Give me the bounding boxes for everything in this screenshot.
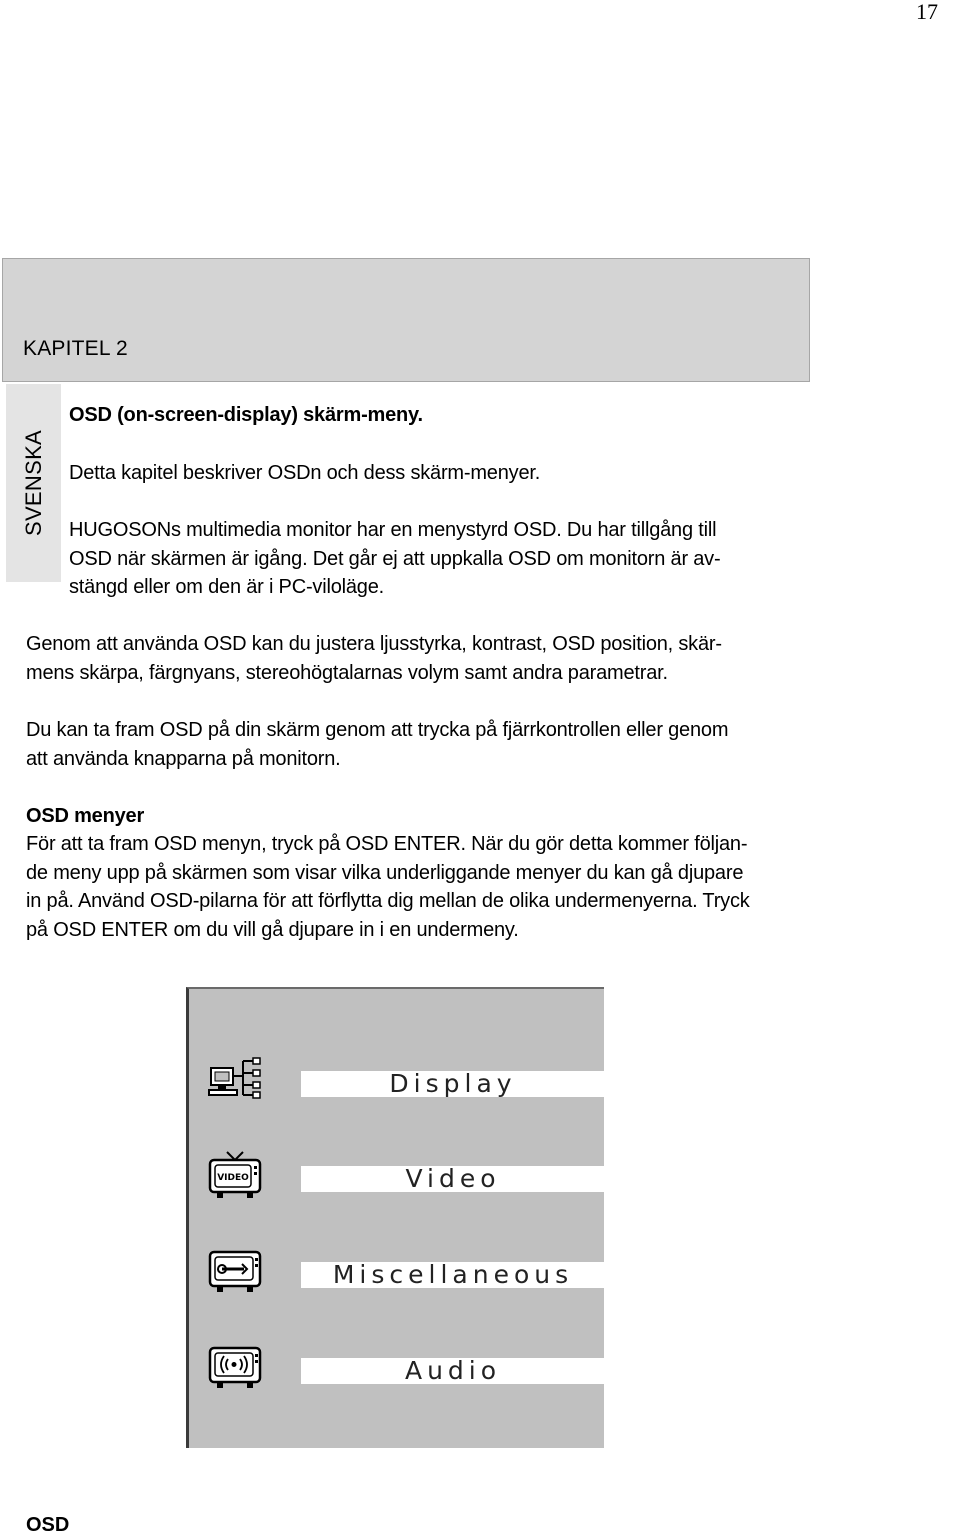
text-line: Genom att använda OSD kan du justera ljusstyrka, kontrast, OSD position, skär- <box>26 633 722 655</box>
paragraph-access <box>26 716 728 773</box>
footer-osd-label: OSD <box>26 1514 70 1536</box>
language-tab <box>6 384 61 582</box>
language-label: SVENSKA <box>20 429 46 537</box>
osd-bar-audio: Audio <box>301 1358 605 1384</box>
text-line: in på. Använd OSD-pilarna för att förflytta dig mellan de olika undermenyerna. Tryck <box>26 890 750 912</box>
tools-monitor-icon <box>207 1246 265 1298</box>
osd-menu-item-miscellaneous <box>207 1246 603 1298</box>
display-network-icon <box>207 1055 265 1107</box>
chapter-header <box>2 258 810 382</box>
page-number: 17 <box>916 0 938 24</box>
osd-menu-item-video <box>207 1150 603 1202</box>
text-line: HUGOSONs multimedia monitor har en menystyrd OSD. Du har tillgång till <box>69 519 717 541</box>
paragraph-osd-enter <box>26 830 750 944</box>
text-line: OSD när skärmen är igång. Det går ej att uppkalla OSD om monitorn är av- <box>69 547 721 570</box>
section-title: OSD (on-screen-display) skärm-meny. <box>69 404 423 426</box>
osd-bar-miscellaneous: Miscellaneous <box>301 1262 605 1288</box>
text-line: mens skärpa, färgnyans, stereohögtalarnas volym samt andra parametrar. <box>26 661 668 684</box>
osd-bar-display: Display <box>301 1071 605 1097</box>
text-line: att använda knapparna på monitorn. <box>26 747 341 770</box>
text-line: på OSD ENTER om du vill gå djupare in i en undermeny. <box>26 918 519 941</box>
paragraph-adjustments <box>26 630 722 687</box>
osd-menus-heading: OSD menyer <box>26 805 145 827</box>
audio-speaker-icon <box>207 1342 265 1394</box>
osd-menu-illustration <box>186 987 604 1448</box>
text-line: de meny upp på skärmen som visar vilka underliggande menyer du kan gå djupare <box>26 861 744 884</box>
text-line: För att ta fram OSD menyn, tryck på OSD ENTER. När du gör detta kommer följan- <box>26 833 748 855</box>
osd-menu-item-display <box>207 1055 603 1107</box>
video-tv-icon <box>207 1150 265 1202</box>
text-line: stängd eller om den är i PC-viloläge. <box>69 576 384 598</box>
osd-menu-item-audio <box>207 1342 603 1394</box>
intro-paragraph: Detta kapitel beskriver OSDn och dess skärm-menyer. <box>69 462 541 484</box>
chapter-label: KAPITEL 2 <box>23 337 128 360</box>
paragraph-hugoson <box>69 516 720 602</box>
osd-bar-video: Video <box>301 1166 605 1192</box>
text-line: Du kan ta fram OSD på din skärm genom att trycka på fjärrkontrollen eller genom <box>26 719 729 741</box>
video-icon-text: VIDEO <box>217 1173 249 1183</box>
